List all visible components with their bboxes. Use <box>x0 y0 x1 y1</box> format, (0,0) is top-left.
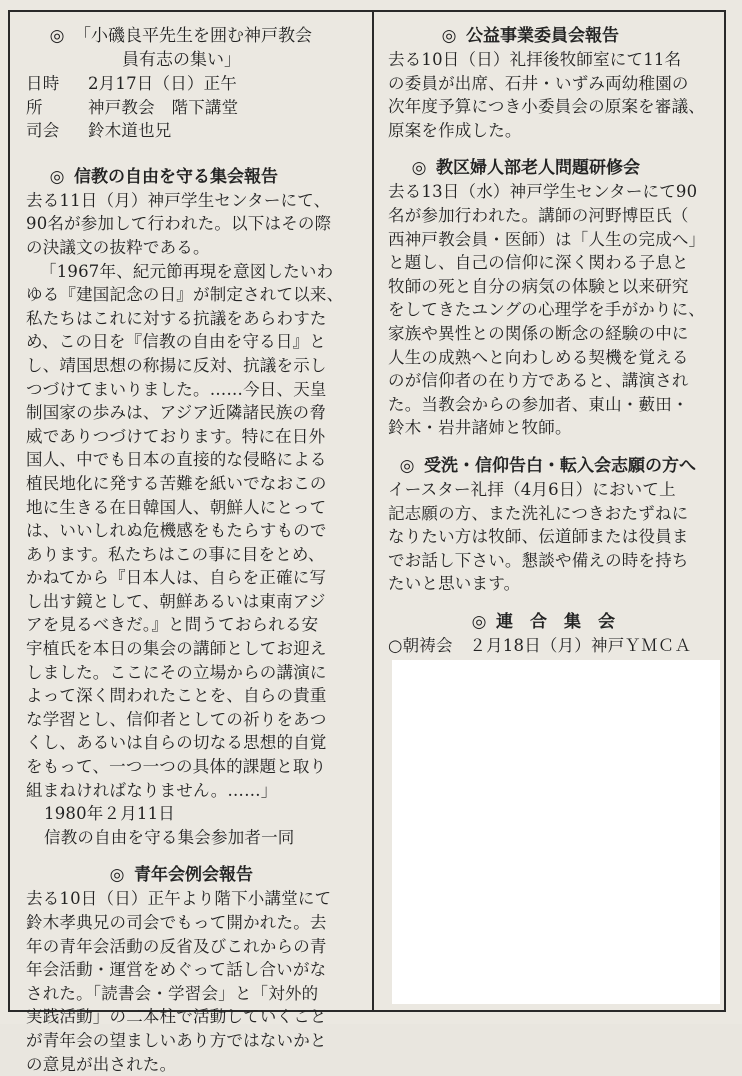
body-line: の意見が出された。 <box>26 1054 177 1074</box>
body-line: なりたい方は牧師、伝道師または役員ま <box>388 527 689 547</box>
body-line: 去る10日（日）正午より階下小講堂にて <box>26 889 332 909</box>
body-line: かねてから『日本人は、自らを正確に写 <box>26 568 327 588</box>
body-line: つづけてまいりました。……今日、天皇 <box>26 379 327 399</box>
body-line: め、この日を『信教の自由を守る日』と <box>26 332 326 352</box>
body-line: 制国家の歩みは、アジア近隣諸民族の脅 <box>26 403 326 423</box>
section-body <box>388 478 720 596</box>
body-line: 年の青年会活動の反省及びこれからの青 <box>26 936 327 956</box>
body-line: た。当教会からの参加者、東山・藪田・ <box>388 394 689 414</box>
section-body <box>26 887 364 1076</box>
body-line: 名が参加行われた。講師の河野博臣氏（ <box>388 205 689 225</box>
body-line: の決議文の抜粋である。 <box>26 237 210 257</box>
body-line: をもって、一つ一つの具体的課題と取り <box>26 757 327 777</box>
body-line: ゆる『建国記念の日』が制定されて以来、 <box>26 285 344 305</box>
left-column <box>26 24 364 1076</box>
body-line: し出す鏡として、朝鮮あるいは東南アジ <box>26 591 326 611</box>
body-line: 鈴木・岩井諸姉と牧師。 <box>388 418 572 438</box>
body-line: をしてきたユングの心理学を手がかりに、 <box>388 300 705 320</box>
section-title: 「小磯良平先生を囲む神戸教会 <box>74 26 312 46</box>
body-line: 西神戸教会員・医師）は「人生の完成へ」 <box>388 229 706 249</box>
section-title: 公益事業委員会報告 <box>466 26 619 46</box>
body-line: 私たちはこれに対する抗議をあらわすた <box>26 308 327 328</box>
info-row: 所 神戸教会 階下講堂 <box>26 97 239 117</box>
body-line: な学習とし、信仰者としての祈りをあつ <box>26 709 327 729</box>
section-title: 教区婦人部老人問題研修会 <box>436 158 640 179</box>
section-title: 青年会例会報告 <box>134 865 253 886</box>
body-line: は、いいしれぬ危機感をもたらすもので <box>26 521 327 541</box>
blank-area <box>392 660 720 1004</box>
body-line: たいと思います。 <box>388 574 521 594</box>
double-circle-icon: ◎ <box>109 865 125 886</box>
section-womens-elderly <box>388 156 720 440</box>
event-line: ○朝祷会 ２月18日（月）神戸ＹＭＣＡ <box>388 635 692 655</box>
body-line: 去る13日（水）神戸学生センターにて90 <box>388 182 698 202</box>
body-line: 去る11日（月）神戸学生センターにて、 <box>26 190 331 210</box>
body-line: しました。ここにその立場からの講演に <box>26 662 327 682</box>
section-title: 信教の自由を守る集会報告 <box>74 166 278 187</box>
section-title: 受洗・信仰告白・転入会志願の方へ <box>424 455 696 476</box>
body-line: 鈴木孝典兄の司会でもって開かれた。去 <box>26 913 327 932</box>
body-line: 90名が参加して行われた。以下はその際 <box>26 214 332 234</box>
body-line: くし、あるいは自らの切なる思想的自覚 <box>26 733 327 753</box>
section-body <box>26 189 364 802</box>
section-body <box>388 48 720 142</box>
body-line: 地に生きる在日韓国人、朝鮮人にとって <box>26 497 327 517</box>
section-religious-freedom <box>26 165 364 850</box>
section-title-cont: 員有志の集い」 <box>122 50 241 70</box>
resolution-date: 1980年２月11日 <box>44 804 175 824</box>
section-isogai-gathering <box>26 24 364 143</box>
body-line: された。「読書会・学習会」と「対外的 <box>26 983 319 1003</box>
section-youth-meeting <box>26 863 364 1076</box>
info-row: 司会 鈴木道也兄 <box>26 121 172 141</box>
body-line: 家族や異性との関係の断念の経験の中に <box>388 323 689 343</box>
body-line: アを見るべきだ。』と問うておられる安 <box>26 615 319 635</box>
body-line: よって深く問われたことを、自らの貴重 <box>26 686 327 706</box>
body-line: 次年度予算につき小委員会の原案を審議、 <box>388 97 705 117</box>
double-circle-icon: ◎ <box>399 455 415 476</box>
body-line: 「1967年、紀元節再現を意図したいわ <box>40 261 334 281</box>
double-circle-icon: ◎ <box>441 26 457 46</box>
body-line: と題し、自己の信仰に深く関わる子息と <box>388 253 689 273</box>
body-line: が青年会の望ましいあり方ではないかと <box>26 1030 327 1050</box>
body-line: 年会活動・運営をめぐって話し合いがな <box>26 960 327 980</box>
resolution-signature: 信教の自由を守る集会参加者一同 <box>44 827 295 847</box>
body-line: 国人、中でも日本の直接的な侵略による <box>26 450 327 470</box>
column-divider <box>372 10 374 1012</box>
body-line: し、靖国思想の称揚に反対、抗議を示し <box>26 355 327 375</box>
body-line: イースター礼拝（4月6日）において上 <box>388 479 676 499</box>
body-line: 記志願の方、また洗礼につきおたずねに <box>388 503 689 523</box>
body-line: 去る10日（日）礼拝後牧師室にて11名 <box>388 50 682 69</box>
body-line: あります。私たちはこの事に目をとめ、 <box>26 544 325 564</box>
body-line: 牧師の死と自分の病気の体験と以来研究 <box>388 276 689 296</box>
double-circle-icon: ◎ <box>49 26 65 46</box>
double-circle-icon: ◎ <box>471 611 487 632</box>
body-line: 組まねければなりません。……」 <box>26 780 278 800</box>
right-column <box>388 24 720 713</box>
info-row: 日時 2月17日（日）正午 <box>26 74 237 93</box>
body-line: 宇植氏を本日の集会の講師としてお迎え <box>26 639 327 659</box>
body-line: 実践活動」の二本柱で活動していくこと <box>26 1007 327 1027</box>
body-line: 原案を作成した。 <box>388 120 522 140</box>
body-line: でお話し下さい。懇談や備えの時を持ち <box>388 550 689 570</box>
section-body <box>388 180 720 440</box>
double-circle-icon: ◎ <box>49 166 65 187</box>
body-line: 威でありつづけております。特に在日外 <box>26 426 326 446</box>
section-baptism <box>388 454 720 596</box>
double-circle-icon: ◎ <box>411 158 427 179</box>
body-line: 人生の成熟へと向わしめる契機を覚える <box>388 347 689 367</box>
body-line: 植民地化に発する苦難を紙いでなおこの <box>26 473 327 493</box>
body-line: のが信仰者の在り方であると、講演され <box>388 371 689 391</box>
section-title: 連 合 集 会 <box>496 611 615 632</box>
section-public-works <box>388 24 720 142</box>
body-line: の委員が出席、石井・いずみ両幼稚園の <box>388 73 689 93</box>
